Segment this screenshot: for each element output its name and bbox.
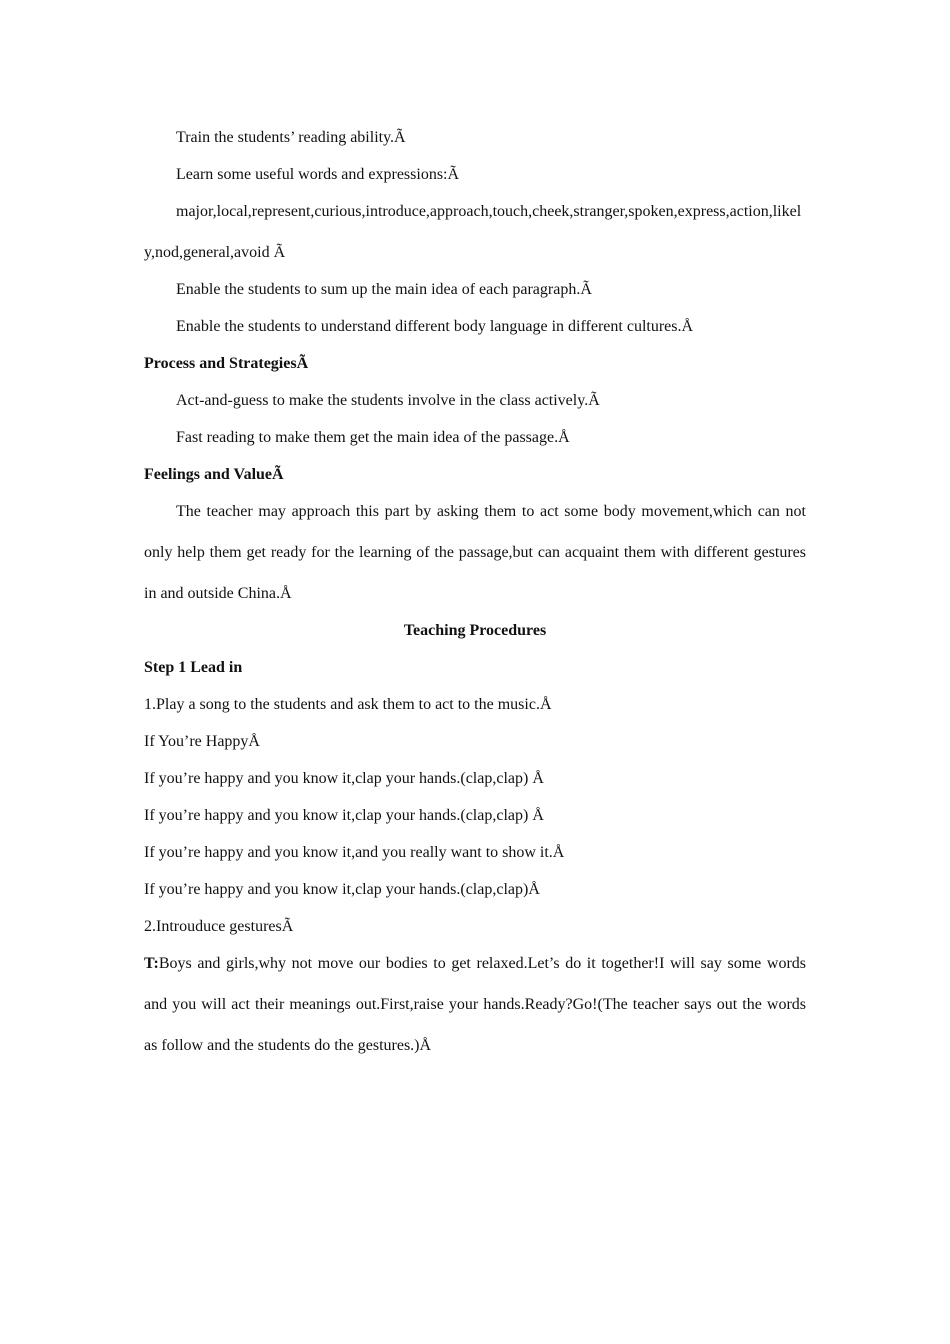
feelings-paragraph: The teacher may approach this part by asking them to act some body movement,which can not only help them get ready for the learning of the passage,but can acquaint them with different gestures in and outside China.Å: [144, 503, 806, 602]
feelings-heading: Feelings and ValueÃ: [144, 466, 284, 483]
song-title: If You’re HappyÅ: [144, 733, 260, 750]
step1-item-song: 1.Play a song to the students and ask them to act to the music.Å: [144, 696, 552, 713]
objective-main-idea: Enable the students to sum up the main idea of each paragraph.Ã: [176, 281, 592, 298]
song-line: If you’re happy and you know it,clap your hands.(clap,clap) Å: [144, 770, 544, 787]
step1-item-gestures: 2.Introuduce gesturesÃ: [144, 918, 294, 935]
teacher-text: Boys and girls,why not move our bodies to get relaxed.Let’s do it together!I will say some words and you will act their meanings out.First,raise your hands.Ready?Go!(The teacher says out the words as follow and the students do the gestures.)Å: [144, 955, 806, 1054]
process-fast-reading: Fast reading to make them get the main idea of the passage.Å: [176, 429, 570, 446]
objective-words-intro: Learn some useful words and expressions:Ã: [176, 166, 460, 183]
objective-reading: Train the students’ reading ability.Ã: [176, 129, 406, 146]
song-line: If you’re happy and you know it,clap your hands.(clap,clap) Å: [144, 807, 544, 824]
process-act-and-guess: Act-and-guess to make the students involve in the class actively.Ã: [176, 392, 600, 409]
document-page: [144, 119, 806, 1064]
vocabulary-list: major,local,represent,curious,introduce,approach,touch,cheek,stranger,spoken,express,action,likely,nod,general,avoid Ã: [144, 203, 802, 261]
teacher-label: T:: [144, 955, 159, 972]
teacher-instruction: [144, 943, 806, 1066]
procedures-title: Teaching Procedures: [403, 622, 547, 639]
song-line: If you’re happy and you know it,and you really want to show it.Å: [144, 844, 565, 861]
song-line: If you’re happy and you know it,clap your hands.(clap,clap)Å: [144, 881, 540, 898]
process-heading: Process and StrategiesÃ: [144, 355, 309, 372]
objective-body-language: Enable the students to understand different body language in different cultures.Å: [176, 318, 694, 335]
step1-heading: Step 1 Lead in: [144, 659, 243, 676]
